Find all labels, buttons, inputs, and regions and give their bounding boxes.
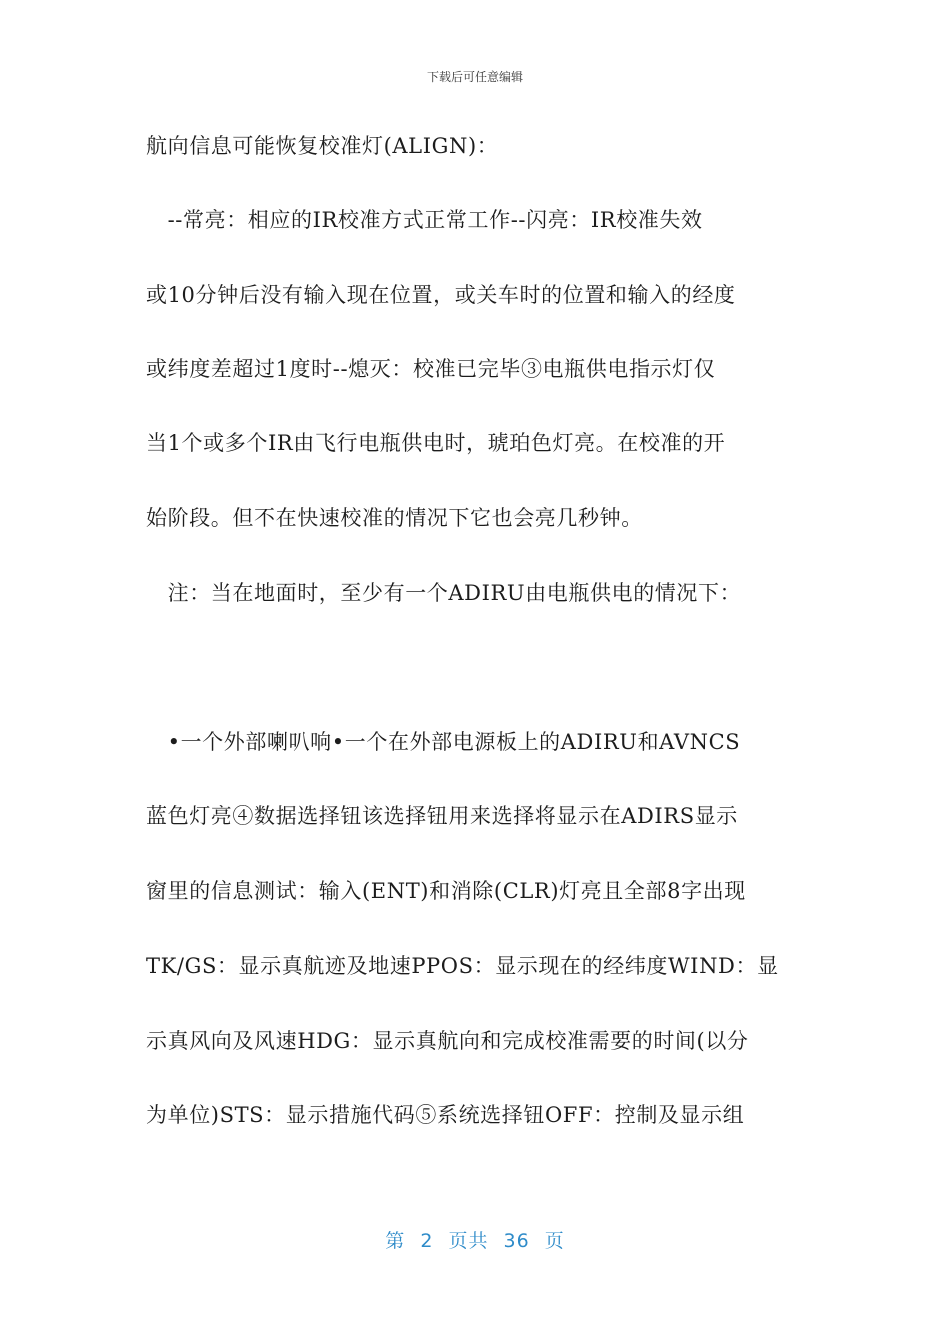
body-line-3: 或10分钟后没有输入现在位置，或关车时的位置和输入的经度 [146,283,736,307]
body-line-1: 航向信息可能恢复校准灯(ALIGN)： [146,134,499,158]
body-line-4: 或纬度差超过1度时--熄灭：校准已完毕③电瓶供电指示灯仅 [146,357,716,381]
body-line-6: 始阶段。但不在快速校准的情况下它也会亮几秒钟。 [146,506,643,530]
body-line-13: 为单位)STS：显示措施代码⑤系统选择钮OFF：控制及显示组 [146,1103,745,1127]
body-line-2: --常亮：相应的IR校准方式正常工作--闪亮：IR校准失效 [146,208,703,232]
body-line-5: 当1个或多个IR由飞行电瓶供电时，琥珀色灯亮。在校准的开 [146,431,726,455]
body-line-9: 蓝色灯亮④数据选择钮该选择钮用来选择将显示在ADIRS显示 [146,804,738,828]
body-line-10: 窗里的信息测试：输入(ENT)和消除(CLR)灯亮且全部8字出现 [146,879,746,903]
body-line-11: TK/GS：显示真航迹及地速PPOS：显示现在的经纬度WIND：显 [146,954,779,978]
body-line-7: 注：当在地面时，至少有一个ADIRU由电瓶供电的情况下： [146,581,742,605]
body-line-8: •一个外部喇叭响•一个在外部电源板上的ADIRU和AVNCS [146,730,741,754]
page-number-footer: 第 2 页共 36 页 [385,1230,565,1252]
body-line-12: 示真风向及风速HDG：显示真航向和完成校准需要的时间(以分 [146,1029,749,1053]
page-header-note: 下载后可任意编辑 [426,70,523,84]
